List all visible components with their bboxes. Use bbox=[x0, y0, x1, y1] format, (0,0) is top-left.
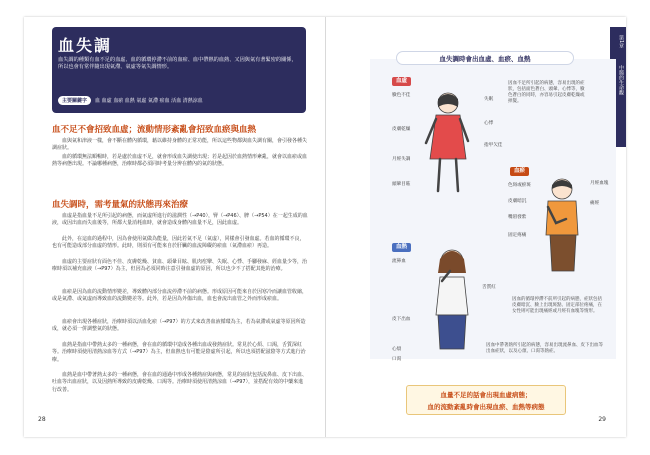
re-tag: 血熱 bbox=[392, 243, 411, 252]
yu-tag: 血瘀 bbox=[510, 167, 529, 176]
yu-note: 因血的循環停滯不前所引起的病態，症狀包括皮膚暗沉、臉上出現斑點、固定部位疼痛，在女性則可能出現痛經或月經有血塊等情形。 bbox=[512, 297, 602, 314]
left-page bbox=[24, 17, 325, 437]
symptom-label: 口渴 bbox=[392, 357, 402, 362]
symptom-label: 舌質紅 bbox=[482, 285, 496, 290]
paragraph: 血虛的主要症狀有面色不佳、皮膚乾燥、貧血、頭暈目眩、肌肉痙攣、失眠、心悸、手腳發麻、經血量少等，治療時須以補充血液（→P97）為主，但因為必須同時注意引發血虛的原因，所以也少不了搭配其他的治療。 bbox=[52, 259, 308, 273]
keyword-list: 血 血虛 血瘀 血熱 氣虛 氣滯 瘀血 活血 清熱涼血 bbox=[95, 97, 203, 104]
symptom-label: 心悸 bbox=[484, 121, 494, 126]
chapter-title: 中醫的生命觀 bbox=[618, 65, 624, 95]
chapter-number: 第1章 bbox=[618, 35, 624, 49]
symptom-label: 皮下出血 bbox=[392, 317, 411, 322]
summary-box bbox=[406, 385, 566, 415]
re-note: 因血中帶著熱所引起的病態，容易出現流鼻血、皮下出血等出血症狀，以及心煩、口渴等熱症。 bbox=[486, 343, 603, 354]
symptom-label: 嘴唇發紫 bbox=[508, 215, 527, 220]
symptom-label: 流鼻血 bbox=[392, 259, 406, 264]
symptom-label: 月經血塊 bbox=[590, 181, 609, 186]
figure-title: 血失調時會出血虛、血瘀、血熱 bbox=[439, 54, 531, 63]
title-box bbox=[52, 27, 306, 113]
symptom-label: 固定疼痛 bbox=[508, 233, 527, 238]
page-title: 血失調 bbox=[58, 36, 113, 55]
woman-figure-illustration bbox=[414, 89, 482, 199]
man-figure-illustration bbox=[534, 175, 590, 275]
keyword-row bbox=[58, 95, 203, 105]
paragraph: 此外，在這血的過程中，因為會使用氣做為能量，因此若氣不足（氣虛），同樣會引發血虛。若血的循環不良，也有可能造成部分血虛的情形。此時，則須有可能來自於肝臟的血流障礙的瘀血（氣滯血瘀）再造。 bbox=[52, 236, 305, 250]
section-heading-1: 血不足不會招致血虛；流動情形紊亂會招致血瘀與血熱 bbox=[52, 125, 257, 135]
intro-text: 血失調的種類有血不足的血虛、血的循環停滯不前的血瘀、血中帶熱的血熱、又因與氣有著緊密的關係，所以也會有常伴隨出現氣滯、氣虛等氣失調情形。 bbox=[58, 57, 297, 70]
xu-note: 因血不足所引起的病態，容易出現的症狀，包括面色蒼白、頭暈、心悸等，臉色蒼白的同時，亦容易引起皮膚乾燥或掉髮。 bbox=[508, 81, 585, 104]
symptom-label: 頭暈目眩 bbox=[392, 182, 411, 187]
paragraph: 血瘀會出現各種症狀，治療時須以活血化瘀（→P97）的方式來改善血液循環為主，若為氣滯或氣虛等原因所造成，就必須一併調整氣的狀態。 bbox=[52, 319, 306, 333]
symptom-label: 皮膚暗沉 bbox=[508, 199, 527, 204]
summary-line-1: 血量不足的話會出現血虛病態； bbox=[440, 391, 532, 399]
symptom-label: 指甲欠佳 bbox=[484, 143, 503, 148]
keyword-label: 主要關鍵字 bbox=[58, 96, 91, 105]
right-page bbox=[325, 17, 626, 437]
page-number-left: 28 bbox=[38, 416, 46, 423]
symptom-label: 痛經 bbox=[590, 201, 600, 206]
symptom-label: 臉色不佳 bbox=[392, 93, 411, 98]
paragraph: 血瘀是因為血的流動情形變差，導致體內部分血流停滯不前的病態。形成原因可能來自於因寒冷而讓血管收縮，或是氣滯、或氣虛而導致血的流動變差等。此外，若是因為外傷出血，血也會流出血管之外而形成瘀血。 bbox=[52, 289, 308, 303]
section-heading-2: 血失調時，需考量氣的狀態再來治療 bbox=[52, 200, 189, 210]
paragraph: 血與氣和津液一樣，會不斷在體內循環，藉以維持身體的正常功能，所以這些物都與血失調有關，會引發各種失調症狀。 bbox=[52, 138, 308, 152]
symptom-label: 皮膚乾燥 bbox=[392, 127, 411, 132]
paragraph: 血虛是指血量不足所引起的病態，而氣虛所進行的滋潤性（→P40），腎（→P46）、脾（→P54）在一起生成的血液，或因出血而失血後等，所都大量消耗血時，就會造成身體內血量不足，因此血虛。 bbox=[52, 213, 308, 227]
symptom-label: 心煩 bbox=[392, 347, 402, 352]
xu-tag: 血虛 bbox=[392, 77, 411, 86]
symptom-label: 色斑或瘀斑 bbox=[508, 183, 531, 188]
figure-title-bar bbox=[396, 51, 574, 65]
page-number-right: 29 bbox=[598, 416, 606, 423]
symptom-label: 失眠 bbox=[484, 97, 494, 102]
summary-line-2: 血的流動紊亂時會出現血瘀、血熱等病態 bbox=[427, 403, 545, 411]
paragraph: 血的循環無法順暢時，若是處於血虛不足，就會形成血失調使出現；若是起因於血熱情形紊亂，就會以血瘀或血熱等病態出現。不論哪種病態，治療時都必須同時考量分辨在體內的氣的狀態。 bbox=[52, 154, 308, 168]
symptom-label: 月經失調 bbox=[392, 157, 411, 162]
paragraph: 血熱是血中帶著熱太多的一種病態，會在血的通過中形成各種熱症與病態，常見的症狀包括流鼻血、皮下出血、吐血等出血症狀，以及因熱所導致的皮膚乾燥、口渴等。治療時須使用清熱涼血（→P97），並搭配有效的中藥來進行改善。 bbox=[52, 372, 308, 393]
woman-figure-illustration bbox=[422, 245, 482, 355]
book-spread bbox=[24, 17, 626, 437]
paragraph: 血熱是指血中帶熱太多的一種病態，會在血的循環中造成各種出血或發熱症狀。常見於心煩、口渴，舌質深紅等。治療時須使用清熱涼血等方式（→P97）為主，但血熱也有可能是陰虛所引起，所以也須搭配滋陰等方式進行治療。 bbox=[52, 342, 306, 363]
